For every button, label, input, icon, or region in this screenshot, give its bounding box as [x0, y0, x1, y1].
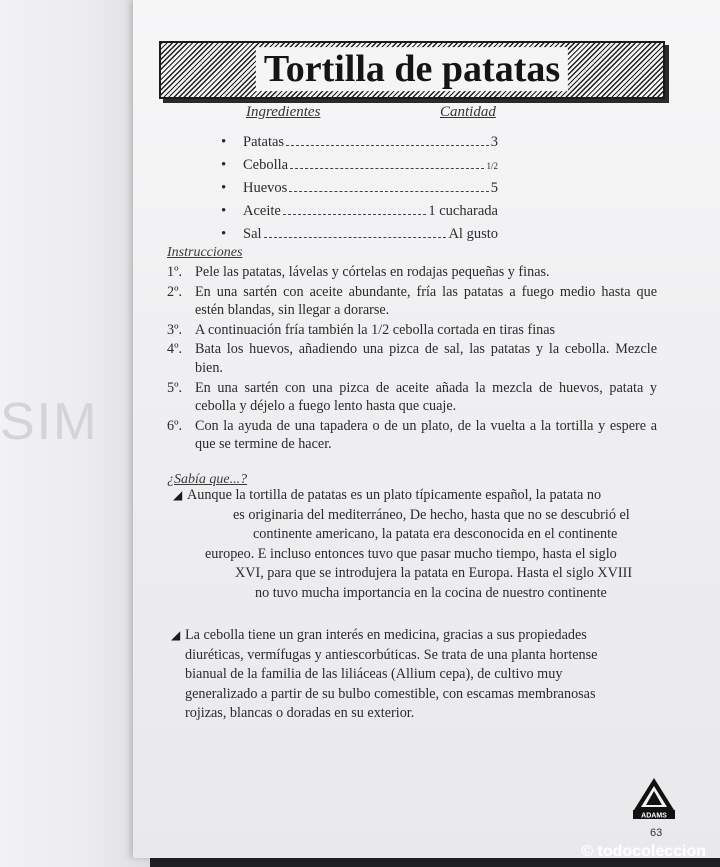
note-line: rojizas, blancas o doradas en su exterior.: [185, 705, 415, 721]
note-line: no tuvo mucha importancia en la cocina de nuestro continente: [255, 584, 607, 601]
page-number: 63: [650, 827, 663, 839]
step-text: En una sartén con una pizca de aceite añada la mezcla de huevos, patata y cebolla y déjelo a fuego lento hasta que cuaje.: [195, 379, 657, 415]
page-title: Tortilla de patatas: [256, 47, 568, 91]
ingredient-qty: Al gusto: [448, 226, 498, 242]
instruction-step: [167, 417, 657, 454]
step-number: 2º.: [167, 283, 183, 300]
pointer-arrow-icon: ◢: [173, 488, 183, 502]
logo-text: ADAMS: [641, 812, 667, 820]
instruction-step: [167, 283, 657, 320]
title-banner: [159, 41, 665, 99]
step-text: Pele las patatas, lávelas y córtelas en rodajas pequeñas y finas.: [195, 264, 550, 280]
note-line: continente americano, la patata era desconocida en el continente: [253, 526, 618, 542]
note-onion: [171, 626, 671, 724]
step-number: 6º.: [167, 417, 183, 434]
did-you-know-heading: ¿Sabía que...?: [167, 472, 248, 487]
ingredients-header: Ingredientes: [246, 104, 321, 120]
step-number: 5º.: [167, 379, 183, 396]
note-line: generalizado a partir de su bulbo comestible, con escamas membranosas: [185, 685, 596, 702]
step-number: 1º.: [167, 264, 183, 280]
note-line: bianual de la familia de las liliáceas (Allium cepa), de cultivo muy: [185, 666, 563, 682]
ingredient-qty: 5: [490, 180, 498, 196]
pointer-arrow-icon: ◢: [171, 628, 181, 642]
ingredient-qty: 1 cucharada: [428, 203, 498, 219]
note-potato: [173, 486, 663, 603]
ingredient-qty: 3: [490, 134, 498, 150]
ingredient-qty: 1/2: [486, 161, 498, 171]
instruction-step: [167, 340, 657, 377]
instruction-step: [167, 379, 657, 416]
quantity-header: Cantidad: [440, 104, 496, 120]
leader-line: [286, 136, 489, 146]
instruction-step: [167, 263, 657, 282]
watermark: © todocoleccion: [581, 843, 706, 860]
step-text: Con la ayuda de una tapadera o de un plato, de la vuelta a la tortilla y espere a que se termine de hacer.: [195, 417, 657, 453]
step-text: Bata los huevos, añadiendo una pizca de sal, las patatas y la cebolla. Mezcle bien.: [195, 341, 657, 376]
instructions-heading: Instrucciones: [167, 245, 243, 260]
ingredient-item: [243, 157, 498, 180]
ingredient-item: [243, 180, 498, 203]
step-text: A continuación fría también la 1/2 cebolla cortada en tiras finas: [195, 321, 556, 338]
instruction-step: [167, 321, 657, 340]
publisher-logo: [629, 776, 679, 820]
leader-line: [290, 159, 484, 169]
leader-line: [264, 228, 447, 238]
leader-line: [289, 182, 488, 192]
ingredient-item: [243, 134, 498, 157]
note-line: ◢ La cebolla tiene un gran interés en medicina, gracias a sus propiedades: [171, 626, 671, 646]
ingredient-name: • Cebolla: [243, 157, 289, 173]
step-text: En una sartén con aceite abundante, fría las patatas a fuego medio hasta que estén blandas, sin llegar a dorarse.: [195, 283, 657, 319]
leader-line: [283, 205, 427, 215]
ingredient-item: [243, 226, 498, 249]
book-page: [133, 0, 720, 858]
ingredient-name: • Patatas: [243, 134, 285, 150]
ingredient-name: • Huevos: [243, 180, 288, 196]
ingredient-item: [243, 203, 498, 226]
ingredient-list: [243, 134, 503, 249]
note-line: es originaria del mediterráneo, De hecho, hasta que no se descubrió el: [233, 506, 630, 523]
note-line: europeo. E incluso entonces tuvo que pasar mucho tiempo, hasta el siglo: [205, 545, 617, 562]
ingredient-name: • Aceite: [243, 203, 281, 219]
left-page-ghost-text: SIM: [0, 393, 99, 451]
note-line: XVI, para que se introdujera la patata en Europa. Hasta el siglo XVIII: [235, 565, 633, 581]
ingredient-name: • Sal: [243, 226, 262, 242]
note-line: ◢ Aunque la tortilla de patatas es un plato típicamente español, la patata no: [173, 486, 663, 506]
step-number: 4º.: [167, 341, 183, 358]
step-number: 3º.: [167, 321, 183, 338]
note-line: diuréticas, vermífugas y antiescorbúticas. Se trata de una planta hortense: [185, 646, 598, 663]
instructions-list: [167, 263, 657, 455]
